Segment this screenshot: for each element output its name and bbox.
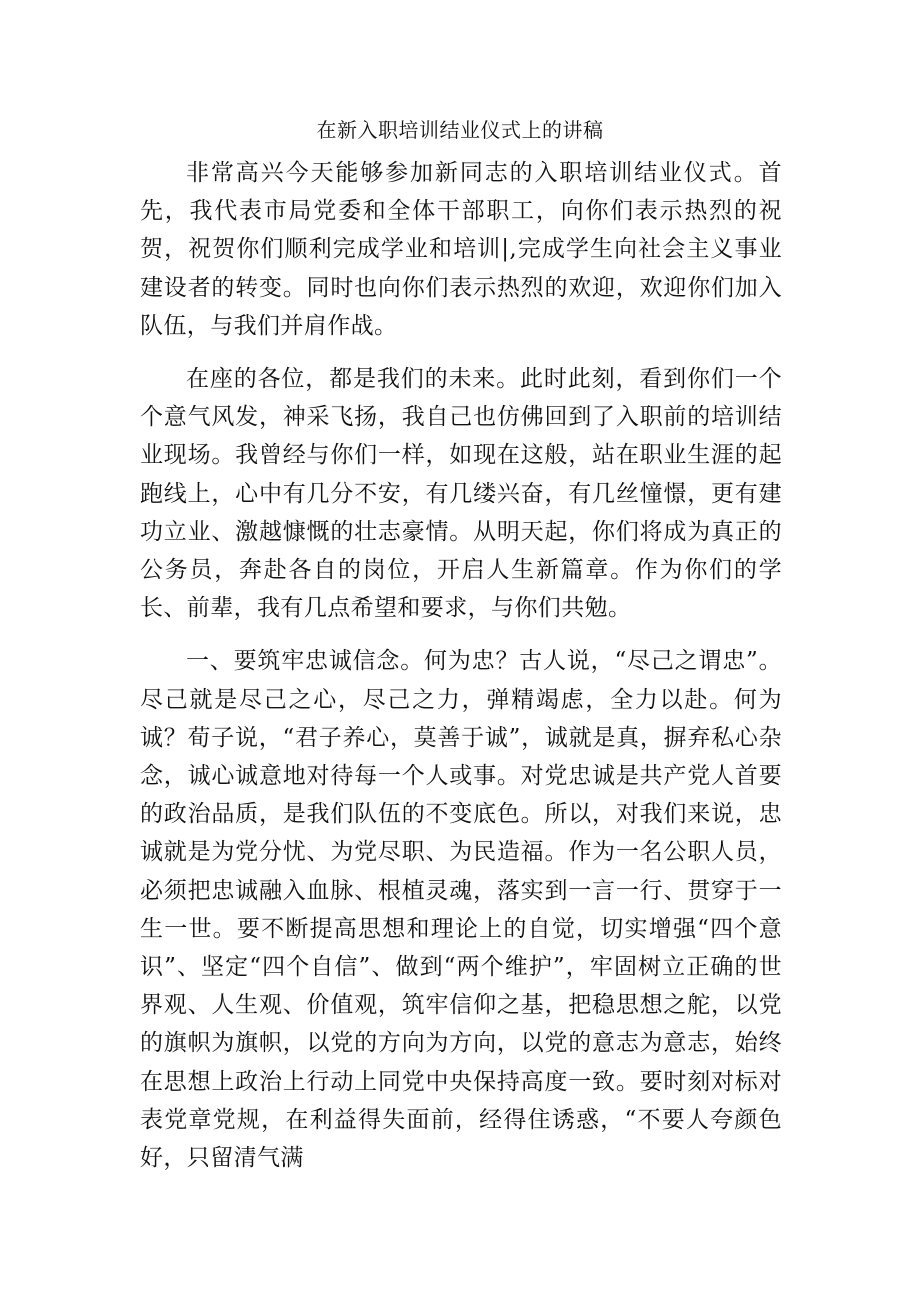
document-body xyxy=(140,154,782,1192)
document-title: 在新入职培训结业仪式上的讲稿 xyxy=(316,118,604,142)
paragraph-opening: 非常高兴今天能够参加新同志的入职培训结业仪式。首先，我代表市局党委和全体干部职工，向你们表示热烈的祝贺，祝贺你们顺利完成学业和培训|,完成学生向社会主义事业建设者的转变。同时也向你们表示热烈的欢迎，欢迎你们加入队伍，与我们并肩作战。 xyxy=(140,160,782,339)
paragraph-loyalty: 一、要筑牢忠诚信念。何为忠？古人说，“尽己之谓忠”。尽己就是尽己之心，尽己之力，弹精竭虑，全力以赴。何为诚？荀子说，“君子养心，莫善于诚”，诚就是真，摒弃私心杂念，诚心诚意地对待每一个人或事。对党忠诚是共产党人首要的政治品质，是我们队伍的不变底色。所以，对我们来说，忠诚就是为党分忧、为党尽职、为民造福。作为一名公职人员，必须把忠诚融入血脉、根植灵魂，落实到一言一行、贯穿于一生一世。要不断提高思想和理论上的自觉，切实增强“四个意识”、坚定“四个自信”、做到“两个维护”，牢固树立正确的世界观、人生观、价值观，筑牢信仰之基，把稳思想之舵，以党的旗帜为旗帜，以党的方向为方向，以党的意志为意志，始终在思想上政治上行动上同党中央保持高度一致。要时刻对标对表党章党规，在利益得失面前，经得住诱惑，“不要人夸颜色好，只留清气满 xyxy=(140,648,782,1172)
paragraph-welcome: 在座的各位，都是我们的未来。此时此刻，看到你们一个个意气风发，神采飞扬，我自己也仿佛回到了入职前的培训结业现场。我曾经与你们一样，如现在这般，站在职业生涯的起跑线上，心中有几分不安，有几缕兴奋，有几丝憧憬，更有建功立业、激越慷慨的壮志豪情。从明天起，你们将成为真正的公务员，奔赴各自的岗位，开启人生新篇章。作为你们的学长、前辈，我有几点希望和要求，与你们共勉。 xyxy=(140,366,782,622)
